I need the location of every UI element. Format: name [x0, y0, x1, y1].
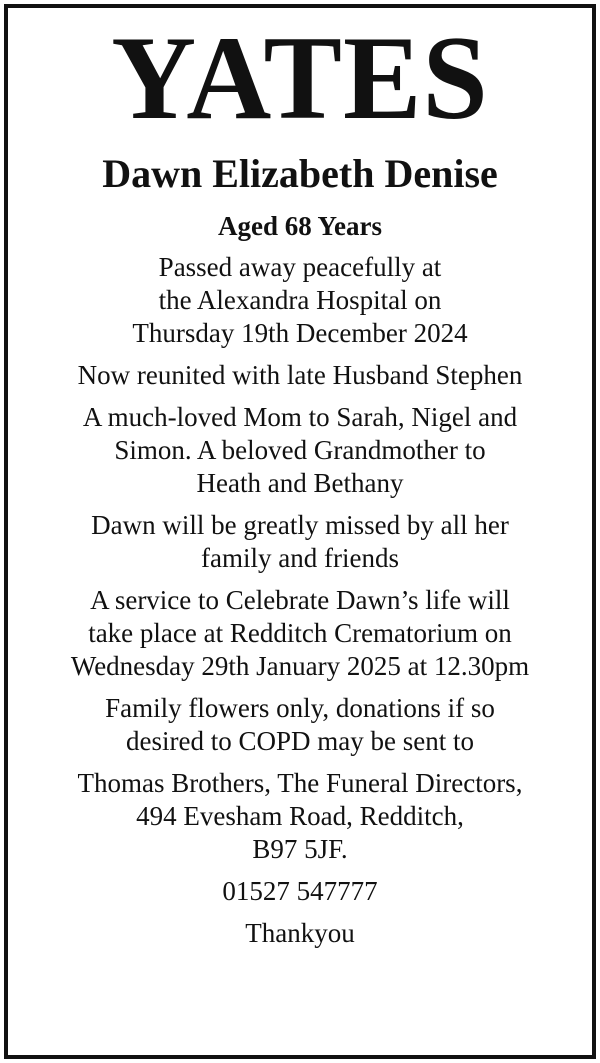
text-line: Simon. A beloved Grandmother to — [114, 435, 486, 466]
forenames-heading: Dawn Elizabeth Denise — [102, 151, 498, 196]
text-line: family and friends — [201, 543, 399, 574]
phone-paragraph — [8, 875, 592, 908]
text-line: desired to COPD may be sent to — [126, 726, 474, 757]
service-paragraph — [8, 584, 592, 683]
flowers-paragraph — [8, 692, 592, 758]
notice-frame — [4, 4, 596, 1059]
surname-heading: YATES — [111, 11, 489, 144]
family-paragraph — [8, 401, 592, 500]
text-line: Dawn will be greatly missed by all her — [91, 510, 509, 541]
passing-paragraph — [8, 251, 592, 350]
text-line: Thomas Brothers, The Funeral Directors, — [77, 768, 523, 799]
reunited-paragraph — [8, 359, 592, 392]
text-line: Heath and Bethany — [196, 468, 404, 499]
text-line: A service to Celebrate Dawn’s life will — [90, 585, 510, 616]
text-line: the Alexandra Hospital on — [158, 285, 442, 316]
age-line: Aged 68 Years — [218, 211, 382, 241]
thanks-paragraph — [8, 917, 592, 950]
missed-paragraph — [8, 509, 592, 575]
funeral-directors-paragraph — [8, 767, 592, 866]
phone-number: 01527 547777 — [222, 876, 378, 907]
text-line: Thankyou — [245, 918, 355, 949]
text-line: Wednesday 29th January 2025 at 12.30pm — [70, 651, 530, 682]
text-line: B97 5JF. — [252, 834, 348, 865]
text-line: Thursday 19th December 2024 — [132, 318, 468, 349]
text-line: Family flowers only, donations if so — [105, 693, 495, 724]
text-line: Now reunited with late Husband Stephen — [77, 360, 523, 391]
text-line: Passed away peacefully at — [158, 252, 442, 283]
text-line: 494 Evesham Road, Redditch, — [136, 801, 464, 832]
text-line: A much-loved Mom to Sarah, Nigel and — [82, 402, 518, 433]
text-line: take place at Redditch Crematorium on — [88, 618, 512, 649]
notice-content — [8, 8, 592, 950]
